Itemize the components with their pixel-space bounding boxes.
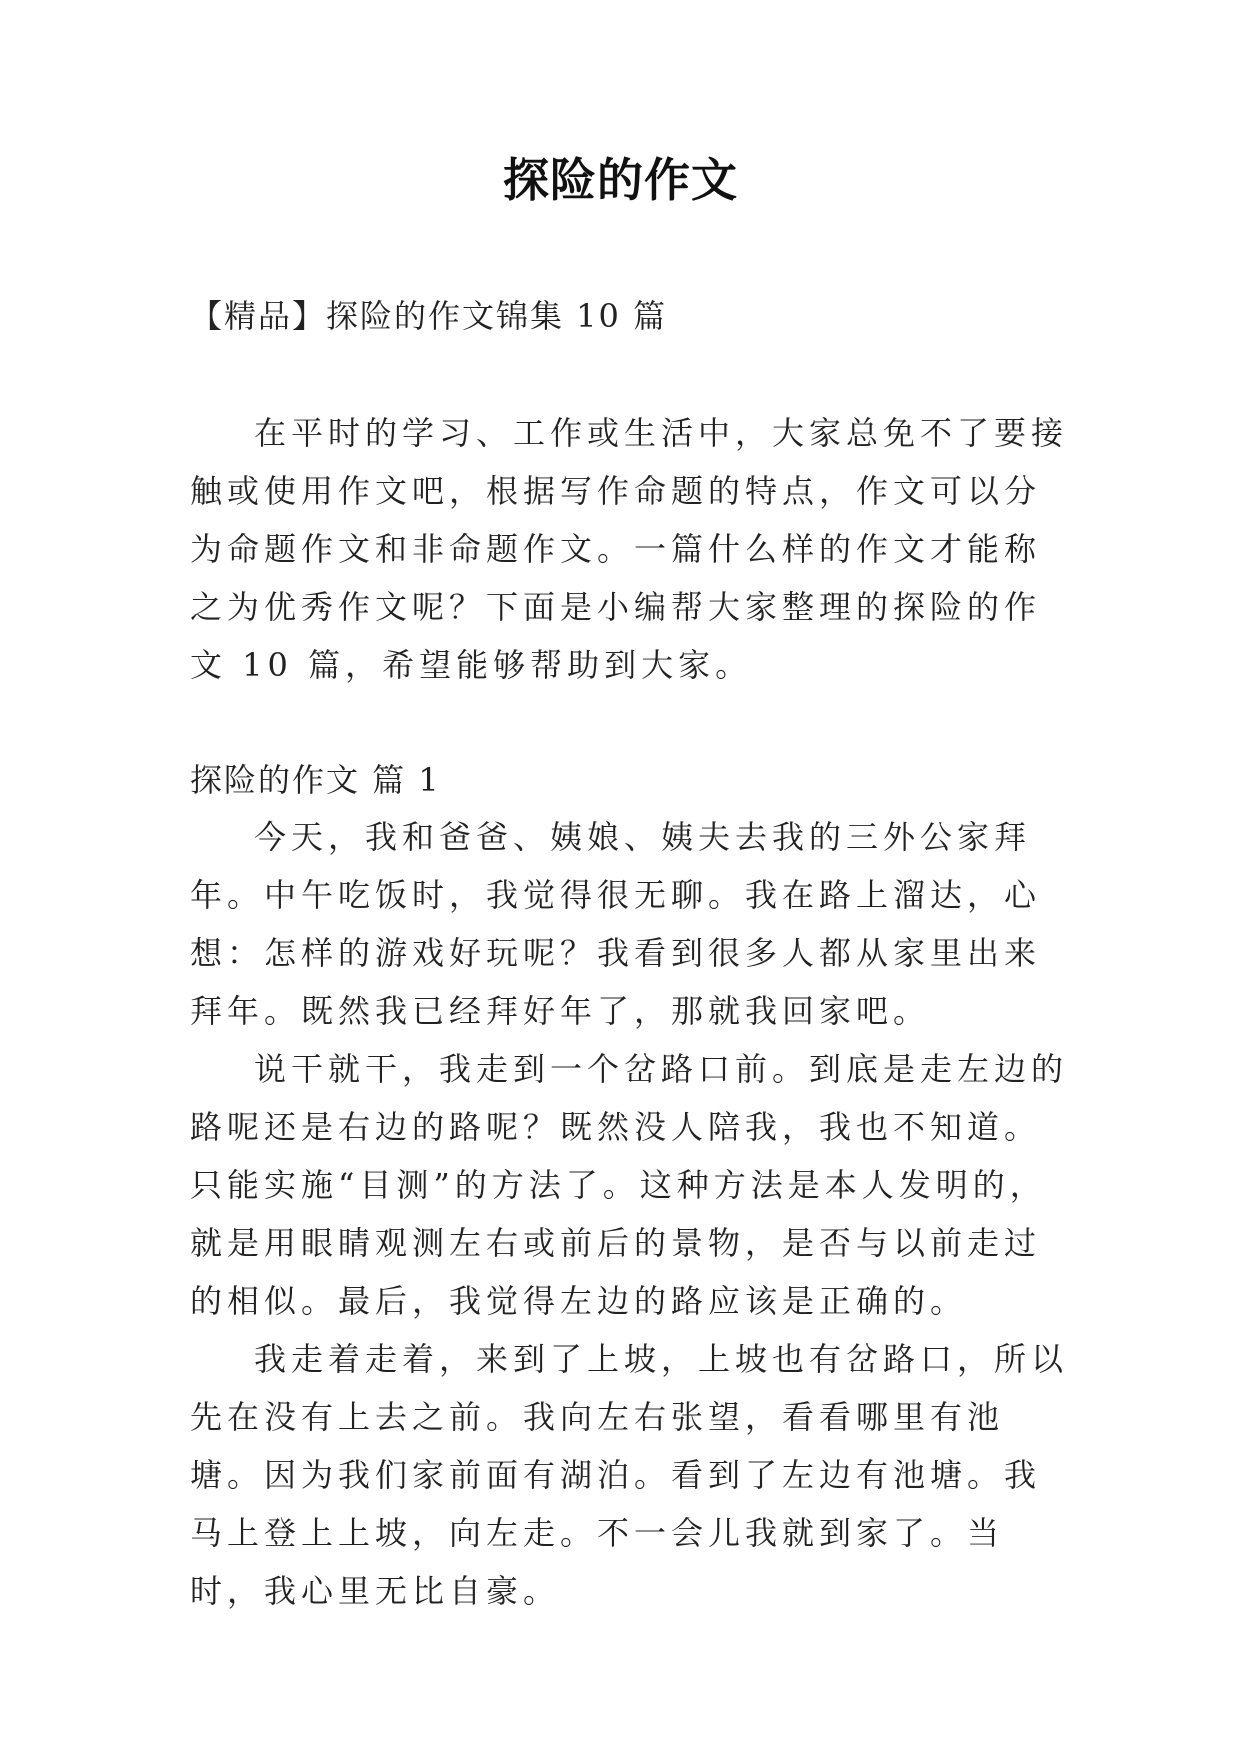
intro-paragraph: 在平时的学习、工作或生活中，大家总免不了要接触或使用作文吧，根据写作命题的特点，作文可以分为命题作文和非命题作文。一篇什么样的作文才能称之为优秀作文呢？下面是小编帮大家整理的探险的作文 10 篇，希望能够帮助到大家。 — [190, 414, 1069, 684]
body-paragraph-2: 说干就干，我走到一个岔路口前。到底是走左边的路呢还是右边的路呢？既然没人陪我，我也不知道。只能实施“目测”的方法了。这种方法是本人发明的，就是用眼睛观测左右或前后的景物，是否与以前走过的相似。最后，我觉得左边的路应该是正确的。 — [190, 1050, 1069, 1320]
document-title: 探险的作文 — [503, 153, 738, 207]
section-heading: 探险的作文 篇 1 — [190, 761, 441, 799]
body-paragraph-1: 今天，我和爸爸、姨娘、姨夫去我的三外公家拜年。中午吃饭时，我觉得很无聊。我在路上溜达，心想：怎样的游戏好玩呢？我看到很多人都从家里出来拜年。既然我已经拜好年了，那就我回家吧。 — [190, 818, 1042, 1030]
document-subtitle: 【精品】探险的作文锦集 10 篇 — [190, 297, 668, 335]
body-paragraph-3: 我走着走着，来到了上坡，上坡也有岔路口，所以先在没有上去之前。我向左右张望，看看哪里有池塘。因为我们家前面有湖泊。看到了左边有池塘。我马上登上上坡，向左走。不一会儿我就到家了。当时，我心里无比自豪。 — [190, 1340, 1069, 1610]
